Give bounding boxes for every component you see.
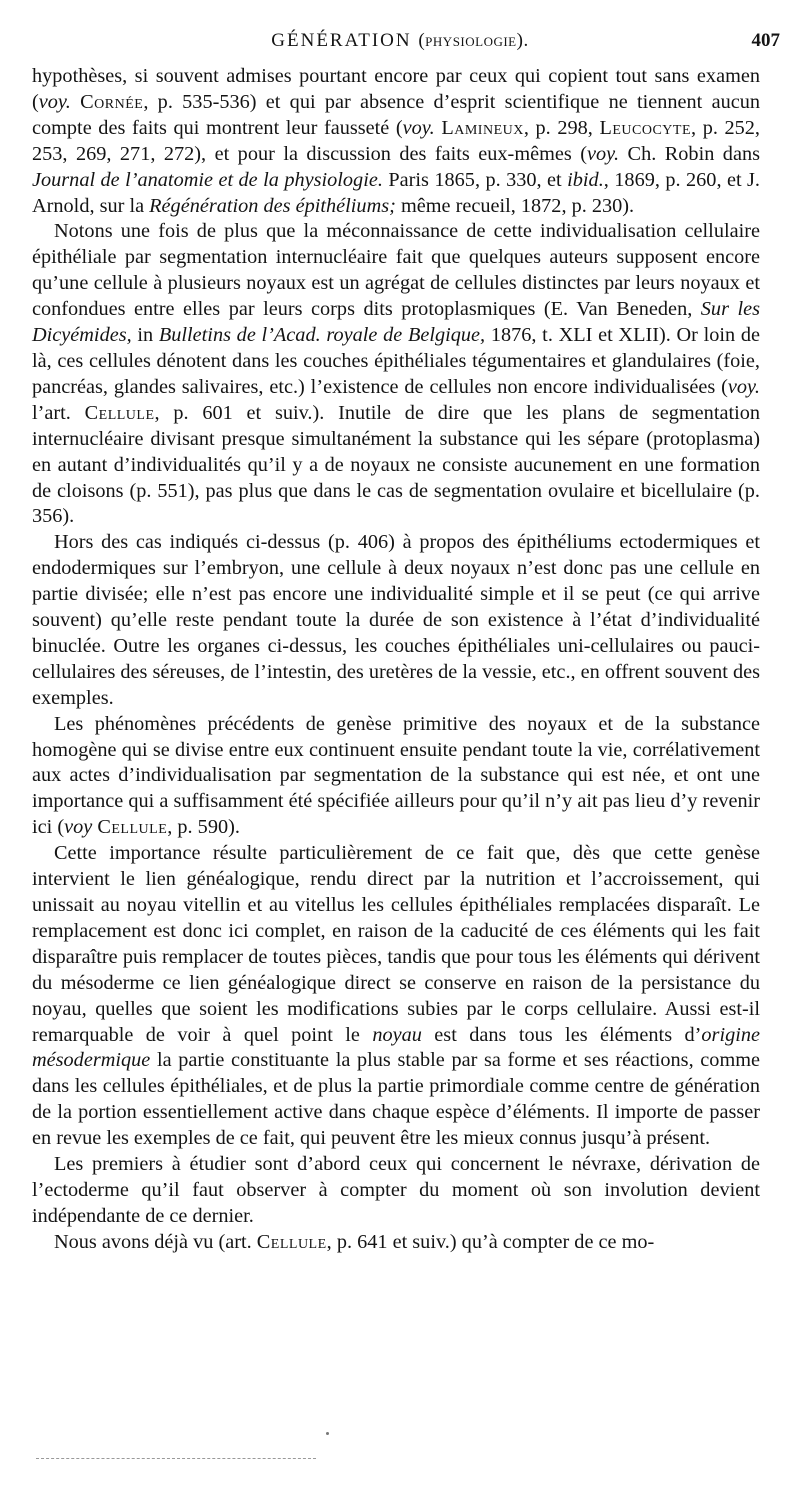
italic-text: voy. bbox=[727, 375, 760, 398]
paragraph-p5 bbox=[32, 841, 760, 1152]
italic-text: Régénération des épithéliums; bbox=[149, 194, 396, 217]
text-run: même recueil, 1872, p. 230). bbox=[395, 194, 635, 217]
small-caps-reference: Cellule bbox=[84, 401, 155, 424]
text-run: , p. 590). bbox=[167, 816, 240, 839]
italic-text: Journal de l’anatomie et de la physiologie. bbox=[32, 168, 383, 191]
text-run: Paris 1865, p. 330, et bbox=[382, 168, 568, 191]
small-caps-reference: Lamineux bbox=[441, 116, 524, 139]
body-text bbox=[32, 64, 760, 1256]
text-run: , p. 601 et suiv.). Inutile de dire que les plans de segmentation internucléaire divisant presque simultanément la substance qui les sépare (protoplasma) en autant d’individualités qu’il y a de noyaux ne consiste aucunement en une formation de cloisons (p. 551), pas plus que dans le cas de segmentation ovulaire et bicellulaire (p. 356). bbox=[32, 401, 760, 528]
small-caps-reference: Leucocyte bbox=[599, 116, 692, 139]
italic-text: ibid. bbox=[567, 168, 604, 191]
text-run: 1876, t. XLI et XLII). Or loin de là, ces cellules dénotent dans les couches épithéliales tégumentaires et glandulaires (foie, pancréas, glandes salivaires, etc.) l’existence de cellules non encore individualisées ( bbox=[32, 324, 760, 398]
page-number: 407 bbox=[751, 30, 780, 51]
text-run: Notons une fois de plus que la méconnaissance de cette individualisation cellulaire épithéliale par segmentation internucléaire fait que quelques auteurs supposent encore qu’une cellule à plusieurs noyaux est un agrégat de cellules distinctes par leurs noyaux et confondues entre elles par leurs corps dits protoplasmiques (E. Van Beneden, bbox=[32, 220, 760, 321]
paragraph-p1 bbox=[32, 64, 760, 219]
printer-mark bbox=[326, 1432, 329, 1435]
italic-text: Sur les Dicyémides, bbox=[32, 298, 760, 347]
text-run: , p. 535-536) et qui par absence d’esprit scientifique ne tiennent aucun compte des faits qui montrent leur fausseté ( bbox=[32, 90, 760, 139]
italic-text: origine mésodermique bbox=[32, 1023, 760, 1072]
text-run: Cette importance résulte particulièrement de ce fait que, dès que cette genèse intervient le lien généalogique, rendu direct par la nutrition et l’accroissement, qui unissait au noyau vitellin et au vitellus les cellules épithéliales remplacées disparaît. Le remplacement est donc ici complet, en raison de la caducité de ces éléments qui les fait disparaître puis remplacer de toutes pièces, tandis que pour tous les éléments qui dérivent du mésoderme ce lien généalogique direct se conserve en raison de la persistance du noyau, quelles que soient les modifications subies par le corps cellulaire. Aussi est-il remarquable de voir à quel point le bbox=[32, 842, 760, 1046]
italic-text: voy. bbox=[402, 116, 435, 139]
text-run: l’art. bbox=[32, 401, 85, 424]
italic-text: voy bbox=[64, 816, 93, 839]
text-run: Ch. Robin dans bbox=[619, 142, 760, 165]
paragraph-p3 bbox=[32, 530, 760, 711]
text-run: in bbox=[131, 324, 159, 347]
italic-text: voy. bbox=[38, 90, 71, 113]
text-run: Les phénomènes précédents de genèse primitive des noyaux et de la substance homogène qui se divise entre eux continuent ensuite pendant toute la vie, corrélativement aux actes d’individualisation par segmentation de la substance qui est née, et ont une importance qui a suffisamment été spécifiée ailleurs pour qu’il n’y ait pas lieu d’y revenir ici ( bbox=[32, 712, 760, 839]
text-run: est dans tous les éléments d’ bbox=[421, 1023, 702, 1046]
text-run: Les premiers à étudier sont d’abord ceux qui concernent le névraxe, dérivation de l’ectoderme qu’il faut observer à compter du moment où son involution devient indépendante de ce dernier. bbox=[32, 1153, 760, 1227]
running-title-main: GÉNÉRATION bbox=[271, 30, 412, 51]
paragraph-p7 bbox=[32, 1230, 760, 1256]
running-title-sub: (physiologie). bbox=[418, 30, 529, 51]
paragraph-p6 bbox=[32, 1152, 760, 1230]
running-header bbox=[0, 30, 800, 60]
text-run: , p. 298, bbox=[523, 116, 600, 139]
footer-rule bbox=[36, 1458, 316, 1459]
small-caps-reference: Cellule bbox=[256, 1230, 327, 1253]
running-title bbox=[0, 30, 800, 52]
small-caps-reference: Cellule bbox=[97, 816, 168, 839]
text-run: , p. 252, 253, 269, 271, 272), et pour la discussion des faits eux-mêmes ( bbox=[32, 116, 760, 165]
text-run bbox=[71, 91, 80, 113]
italic-text: voy. bbox=[586, 142, 620, 165]
italic-text: noyau bbox=[372, 1023, 422, 1046]
text-run: Nous avons déjà vu (art. bbox=[54, 1230, 257, 1253]
small-caps-reference: Cornée bbox=[80, 90, 144, 113]
text-run: , 1869, p. 260, et J. Arnold, sur la bbox=[32, 168, 761, 217]
text-run: hypothèses, si souvent admises pourtant encore par ceux qui copient tout sans examen ( bbox=[32, 65, 760, 113]
text-run: la partie constituante la plus stable par sa forme et ses réactions, comme dans les cellules épithéliales, et de plus la partie primordiale comme centre de génération de la portion essentiellement active dans chaque espèce d’éléments. Il importe de passer en revue les exemples de ce fait, qui peuvent être les mieux connus jusqu’à présent. bbox=[32, 1049, 760, 1150]
paragraph-p2 bbox=[32, 219, 760, 530]
paragraph-p4 bbox=[32, 712, 760, 842]
italic-text: Bulletins de l’Acad. royale de Belgique, bbox=[158, 324, 486, 347]
text-run: Hors des cas indiqués ci-dessus (p. 406) à propos des épithéliums ectodermiques et endodermiques sur l’embryon, une cellule à deux noyaux n’est donc pas une cellule en partie divisée; elle n’est pas encore une individualité simple et il se peut (ce qui arrive souvent) qu’elle reste pendant toute la durée de son existence à l’état d’individualité binuclée. Outre les organes ci-dessus, les couches épithéliales uni-cellulaires ou pauci-cellulaires des séreuses, de l’intestin, des uretères de la vessie, etc., en offrent souvent des exemples. bbox=[32, 531, 760, 709]
text-run: , p. 641 et suiv.) qu’à compter de ce mo- bbox=[326, 1230, 655, 1253]
